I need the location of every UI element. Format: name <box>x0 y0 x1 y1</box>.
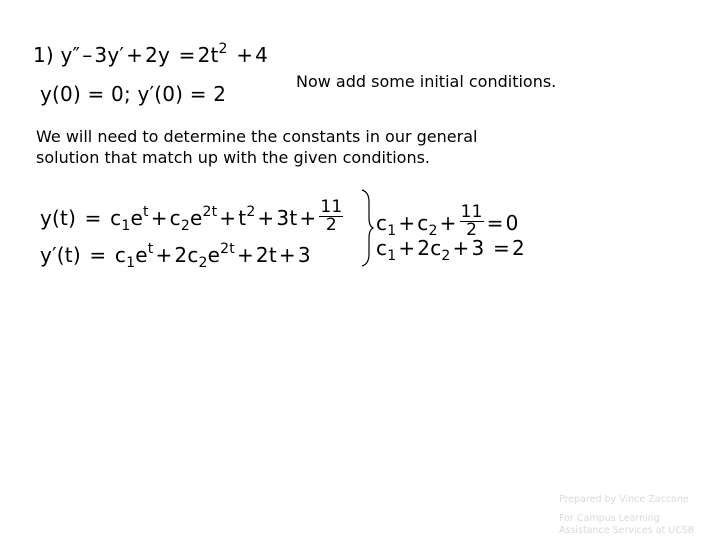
fraction: $\frac{11}{2}$ <box>320 197 343 235</box>
credit-prepared-by: Prepared by Vince Zaccone <box>559 494 689 505</box>
differential-equation: 1) $y'' - 3y' + 2y = 2t^2 + 4$ <box>33 41 269 67</box>
explanation-line-2: solution that match up with the given conditions. <box>36 148 431 167</box>
general-solution-yprime: $y'(t) = c_1e^t + 2c_2e^{2t} + 2t + 3$ <box>40 241 311 271</box>
general-solution-y: $y(t) = c_1e^t + c_2e^{2t} + t^2 + 3t$ + $\frac{11}{2}$ <box>40 197 343 235</box>
problem-number: 1) <box>33 43 54 67</box>
initial-conditions: y(0) = 0; y′(0) = 2 <box>40 82 227 106</box>
explanation-line-1: We will need to determine the constants in our general <box>36 127 478 146</box>
fraction: $\frac{11}{2}$ <box>460 202 483 240</box>
system-equation-1: $c_1 + c_2$ + $\frac{11}{2}$ = 0 <box>376 202 519 240</box>
system-brace <box>360 188 374 268</box>
credit-campus-learning: For Campus Learning Assistance Services at UCSB <box>559 513 695 536</box>
note-text: Now add some initial conditions. <box>296 72 557 91</box>
system-equation-2: $c_1 + 2c_2 + 3 = 2$ <box>376 236 525 264</box>
explanation-text <box>36 126 477 168</box>
